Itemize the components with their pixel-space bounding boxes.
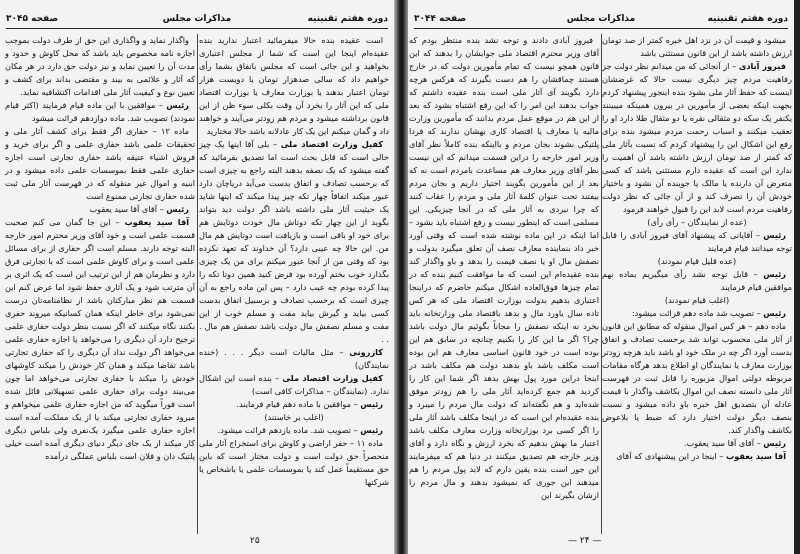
stage-direction [602, 255, 792, 268]
paragraph-text: – بنده است این اشکال ندارد. (نمایندگان – مذاکرات کافی است) [199, 373, 389, 396]
paragraph-text: (اغلب بر خاستند) [264, 412, 324, 422]
speaker-name: آقا سید یعقوب [725, 451, 786, 461]
paragraph-text: – آقای آقا سید یعقوب [89, 204, 167, 214]
speaker-name: رئیس [763, 269, 786, 279]
speaker-paragraph [199, 372, 389, 398]
paragraph-text: فیروز آبادی دادند و توجه نشد بنده منتظر بودم که آقای وزیر محترم اقتصاد ملی جوابشان را بدهند که این قانون همچو نیست که تمام مأمورین دولت که در خارج هستند چماقشان را هم دست بگیرند که هرکس هرچه دارد بگویند آی آثار ملی است بنده عقیده داشتم که جواب بدهند این امر را که این رفع اشتباه بشود که بعد از این هم در موقع عمل مردم بدانند که مأمورین وزارت مالیه یا معارف یا اقتصاد کاری بهشان ندارند که فردا پلتیکی بشوند بجان مردم و بااینکه بنده کاملاً نظر آقای وزیر امور خارجه را دراین قسمت میدانم که این نیست نظر آقای وزیر معارف هم مساعدت بامردم است نه که بعد از این مأمورین بگویند اختیار داریم و بجان مردم بیفتند تحت عنوان کلمهٔ آثار ملی و مردم را عقاب کنند که چرا نبردی به آثار ملی که در آنجا چیزیکی. این مسلمی است که اینطور نیست و رفع اشتباه باید بشود – اما اینکه در این ماده نوشته شده است که وقتی آورد خبر داد بنماینده معارف نصف آن تعلق میگیرد بدولت و نصفش مال او یا نصف قیمت را بدهد و باو واگذار کند بنده عقیده‌ام این است که ما موافقت کنیم بنده که در تمام چیزها فوق‌العاده اشکال میکنم حاضرم که دراینجا اعتباری بدهیم بدولت بوزارت اقتصاد ملی که هر کس تاده سال یاورد مال و بدهد باقتصاد ملی وزارتخانه باید بخرد نه اینکه نصفش را مجاناً بگوئیم مال دولت باشد چرا؟ اگر ما این کار را بکنیم چنانچه در سابق هم این بوده است در خود قانون اساسی معارف هم این بوده است مکلف باشد باو بدهند دولت هم مکلف باشد در اینجا دراین مورد پول بهش بدهد اگر شما این کار را کردید هم جمع کرده‌اید آثار ملی را هم زودتر موفق شده‌اید و هم نگفته‌اند که دولت مال مردم را میبرد و بنده عقیده‌ام این است که در اینجا مکلف باشد آثار ملی را اگر کسی برد بوزارتخانه وزارت معارف مکلف باشد اعتبار ما بهش بدهیم که بخرد ارزش و نگاه دارد و آقای وزیر خارجه هم تصدیق میکنند در دنیا هم که میفرمایند این جور است بنده یقین دارم که لابد پول مردم را هم میدهند این جوری که نمیشود بدهند و مال مردم را ازشان بگیرند این [409, 35, 599, 500]
speaker-name: کفیل وزارت اقتصاد ملی [282, 373, 383, 383]
speaker-name: رئیس [763, 308, 786, 318]
paragraph-text: – آقای آقا سید یعقوب. [683, 438, 764, 448]
page-header [6, 12, 388, 29]
speaker-name: رئیس [763, 230, 786, 240]
paragraph-text: – موافقین با ماده دهم قیام فرمایند. [236, 399, 361, 409]
session-period: دوره هفتم تقنینیه [307, 14, 388, 24]
paragraph-text: واگذار نماید و واگذاری این حق از طرف دولت بموجب اجازه نامه مخصوص باید باشد که محل کاوش و حدود و مدت آن را تعیین نماید و نیز دولت حق دارد در هر مکان که آثار و علائمی به بیند و مقتضی بداند برای کشف و تعیین نوع و کیفیت آثار ملی اقدامات اکتشافیه نماید. [5, 35, 195, 97]
paragraph [5, 34, 195, 99]
paragraph [602, 34, 792, 60]
speaker-name: فیروز آبادی [738, 61, 786, 71]
speaker-paragraph [5, 99, 195, 125]
page-number: صفحه ۳۰۴۴ [414, 14, 467, 24]
page-header [414, 12, 788, 29]
paragraph [602, 320, 792, 437]
text-column-right [199, 34, 389, 489]
speaker-name: آقا سید یعقوب [124, 217, 190, 227]
publication-title: مذاکرات مجلس [162, 14, 232, 24]
speaker-name: رئیس [166, 204, 189, 214]
speaker-paragraph [602, 268, 792, 294]
paragraph [199, 34, 389, 138]
text-column-left [5, 34, 195, 463]
paragraph-text: – موافقین با این ماده قیام فرمایند (اکثر قیام نمودند) تصویب شد. ماده دوازدهم قرائت میشود [5, 100, 195, 123]
paragraph-text: – مثل مالیات است دیگر . . . (خنده نمایندگان) [199, 347, 389, 370]
stage-direction [602, 216, 792, 229]
paragraph-text: – قابل توجه نشد رأی میگیریم بماده نهم موافقین قیام فرمایند [602, 269, 792, 292]
paragraph-text: – این جا گمان می کنم صحبت قسمت علمی است و خود آقای وزیر محترم امور خارجه البته توجه دارند. مسلم است اگر حفاری از برای مسائل علمی است و برای کاوش علمی است که با تجارتی فرق دارد و نظرمان هم از این ترتیب این است که یک اثری بر آن مترتب شود و یک آثاری حفظ شود اما عرض کنم این قسمت هم نظر مبارکتان باشد از نظامنامه‌تان درست نمی‌شود برای خاطر اینکه همان کسانیکه میروند حفری بکنند نگاه میکنند که اگر نسبت بنظر دولت حفاری علمی ترجیح دارد آن دیگری را می‌خواهد یا اجازه حفاری علمی می‌خواهد اگر دولت نداد آن دیگری را که حفاری تجارتی باشد تقاضا میکند و همان کار خودش را میکند کاوشهای خودش را میکند با حفاری تجارتی می‌خواهد اما چون می‌بیند دولت برای حفاری علمی تسهیلاتی قائل شده است فوراً میگوید که من اجازه حفاری علمی میخواهم و میرود حفاری تجارتی میکند یا از یک مملکت آمده است اجازه حفاری علمی میگیرد یک‌نفری ولی بلباس دیگری کار میکند از یک جای دیگر دنیای دیگری آمده است خیلی پلتیک دان و فلان است بلباس عملگی درآمده [5, 217, 195, 461]
stage-direction [199, 411, 389, 424]
paragraph [199, 437, 389, 489]
text-column-right [602, 34, 792, 463]
paragraph-text: (اغلب قیام نمودند) [664, 295, 730, 305]
speaker-name: کازرونی [349, 347, 383, 357]
speaker-paragraph [199, 138, 389, 346]
speaker-paragraph [602, 229, 792, 255]
column-divider [197, 34, 198, 534]
page-footer-number: ۲۵ [250, 536, 260, 546]
left-page [0, 0, 394, 554]
page-number: صفحه ۳۰۴۵ [6, 14, 59, 24]
speaker-paragraph [199, 424, 389, 437]
speaker-paragraph [602, 437, 792, 450]
paragraph-text: (عده از نمایندگان – رأی رأی) [647, 217, 747, 227]
speaker-paragraph [199, 398, 389, 411]
paragraph-text: – اینجا در این پیشنهادی که آقای [616, 451, 726, 461]
text-column-left [409, 34, 599, 502]
publication-title: مذاکرات مجلس [566, 14, 636, 24]
scan-edge [794, 0, 800, 554]
paragraph-text: ماده ۱۲ – حفاری اگر فقط برای کشف آثار ملی و تحقیقات علمی باشد حفاری علمی و اگر برای خرید و فروش اشیاء عتیقه باشد حفاری تجارتی است اجازه حفاری علمی فقط بموسسات علمی داده میشود و در ابنیه و اموال غیر منقوله که در فهرست آثار ملی ثبت شده حفاری تجارتی ممنوع است [5, 126, 195, 201]
speaker-paragraph [602, 450, 792, 463]
speaker-paragraph [602, 307, 792, 320]
speaker-paragraph [199, 346, 389, 372]
column-divider [601, 34, 602, 534]
speaker-paragraph [5, 203, 195, 216]
paragraph-text: ماده دهم – هر کس اموال منقوله که مطابق این قانون از آثار ملی محسوب تواند شد برحسب تصادف و اتفاق بدست آورد اگر چه در ملک خود او باشد باید هرچه زودتر بوزارت معارف یا نمایندگان او اطلاع بدهد هرگاه مقامات مربوطه دولتی اموال مزبوره را قابل ثبت در فهرست آثار ملی دانسته نصف این اموال بکاشف واگذار با قیمت عادله آن بتصدیق اهل خبره باو داده میشود و نسبت بنصف دیگر دولت اختیار دارد که ضبط یا بلاعوض بکاشف واگذار کند. [602, 321, 792, 435]
stage-direction [602, 294, 792, 307]
paragraph-text: – آقایانی که پیشنهاد آقای فیروز آبادی را قابل توجه میدانند قیام فرمایند [602, 230, 792, 253]
paragraph [5, 125, 195, 203]
page-footer-number: — ۲۴ — [568, 536, 602, 546]
paragraph-text: است عقیده بنده حالا میفرمائید اعتبار ندارید بنده عقیده‌ام اینجا این است که شما از مجلس اعتباری بخواهید و این جائی است که مجلس باتفاق بشما رأی خواهیم داد که سالی صدهزار تومان یا دویست هزار تومان اعتبار بدهند یا بوزارت معارف یا بوزارت اقتصاد ملی که این آثار را بخرد آن وقت بکلی سوء ظن از این قانون برداشته میشود و مردم هم زودتر می‌آیند و خواهند داد و گمان میکنم این یک کار عادلانه باشد حالا مختارید [199, 35, 389, 136]
session-period: دوره هفتم تقنینیه [707, 14, 788, 24]
paragraph-text: (عده قلیل قیام نمودند) [657, 256, 737, 266]
paragraph-text: – تصویب شد. ماده یازدهم قرائت میشود. [217, 425, 361, 435]
speaker-name: کفیل وزارت اقتصاد ملی [280, 139, 383, 149]
paragraph-text: – تصویب شد ماده دهم قرائت میشود: [631, 308, 764, 318]
speaker-name: رئیس [166, 100, 189, 110]
speaker-name: رئیس [763, 438, 786, 448]
paragraph-text: – از آنجائی که من میدانم نظر دولت جز رفاهیت مردم چیز دیگری نیست حالا که غرضشان اینست که حفظ آثار ملی بشود بنده اینجور پیشنهاد کردم بجهت اینکه بعضی از مأمورین در بیرون همینکه میبینند یکنفر یک سکه دو مثقالی نقره یا دو مثقال طلا دارد او را تعقیب میکنند و اسباب زحمت مردم میشود بنده برای رفع این اشکال این را پیشنهاد کردم که نسبت بآثار ملی که کمتر از صد تومان ارزش داشته باشد آن اهمیت را ندارد این است که عقیده دارم مستثنی باشد که کسی متعرض آن دارنده یا مالک یا جوینده آن نشود و باختیار خودش آن را تصرف کند و از آن جائی که نظر دولت رفاهیت مردم است لابد این را قبول خواهند فرمود [602, 61, 792, 214]
speaker-name: رئیس [360, 399, 383, 409]
paragraph [409, 34, 599, 502]
paragraph-text: – بلی آقا اینها یک چیز حالی است که قابل بحث است اما تصدیق بفرمائید که گفته میشود که یک نصفه بدهند البته راجع به چیزی است که برحسب تصادف و اتفاق بدست می‌آید دریاچان دارد عبور میکند اتفاقاً چهار تکه چیز پیدا میکند که اینها شاید یک حیثیت آثار ملی داشته باشد اگر دولت دید بتواند بگوید از این چهار تکه دوتاش مال خودت دوتایش هم برای خود او باقی است و بازیافت است دوتایش هم مال من. این حالا چه عیبی دارد؟ آن خداوند که تعهد نکرده بود که وقتی من از آنجا عبور میکنم برای من یک چیزی بگذارد خوب بختم آورده بود فرض کنید همین دوتا تکه را پیدا کرده بودم چه عیب دارد – پس این ماده راجع به آن چیزی است که برحسب تصادف و برسبیل اتفاق بدست کسی بیاید و گیرش بیاید مفت و مسلم خوب از این مفت و مسلم نصفش مال دولت باشد نصفش هم مال . . . [199, 139, 389, 344]
paragraph-text: میشود و قیمت آن در نزد اهل خبره کمتر از صد تومان ارزش داشته باشد از این قانون مستثنی باشد [602, 35, 792, 58]
paragraph-text: ماده ۱۱ – حفر اراضی و کاوش برای استخراج آثار ملی منحصراً حق دولت است و دولت مختار است که باین حق مستقیماً عمل کند یا بموسسات علمی یا باشخاص یا شرکتها [199, 438, 389, 487]
speaker-name: رئیس [360, 425, 383, 435]
speaker-paragraph [602, 60, 792, 216]
book-gutter [394, 0, 408, 554]
right-page [408, 0, 794, 554]
speaker-paragraph [5, 216, 195, 463]
